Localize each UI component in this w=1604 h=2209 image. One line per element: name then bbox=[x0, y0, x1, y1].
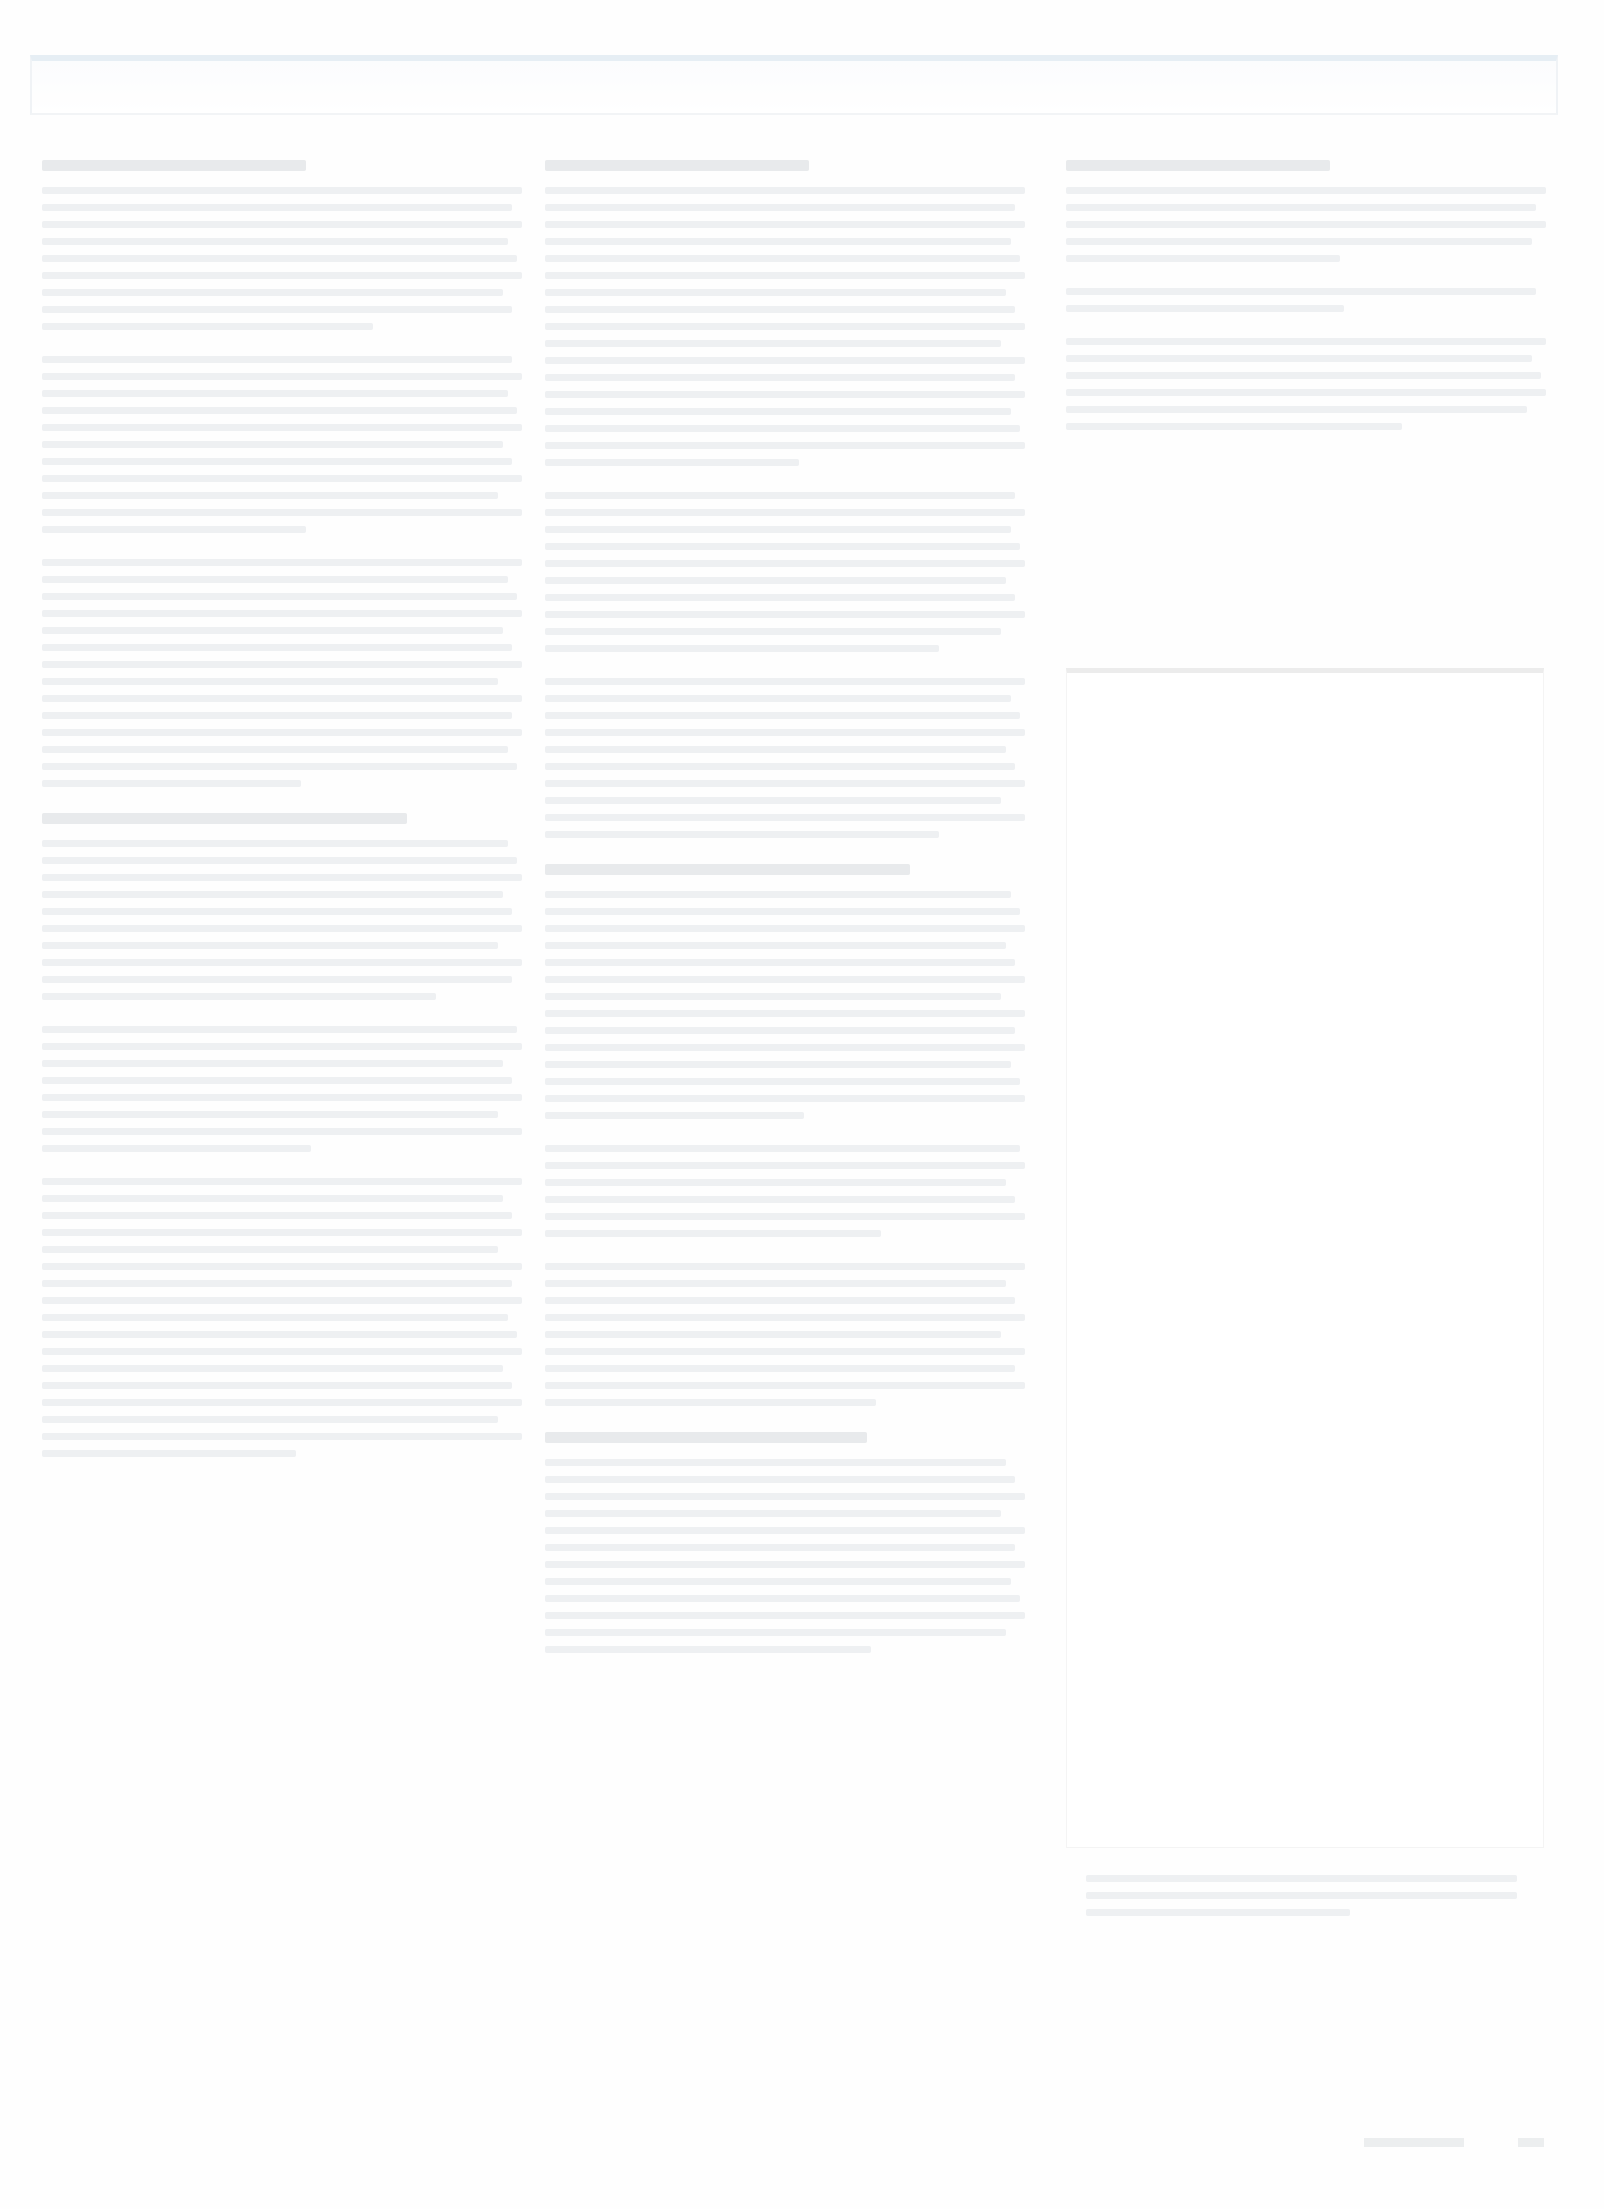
text-line bbox=[545, 1314, 1025, 1321]
text-line bbox=[42, 1077, 512, 1084]
text-line bbox=[42, 221, 522, 228]
text-line bbox=[545, 1646, 871, 1653]
text-line bbox=[1066, 255, 1340, 262]
text-line bbox=[1066, 187, 1546, 194]
text-line bbox=[545, 712, 1020, 719]
paragraph-heading bbox=[1066, 160, 1330, 171]
text-line bbox=[42, 1263, 522, 1270]
paragraph-gap bbox=[545, 662, 1025, 678]
text-line bbox=[545, 408, 1011, 415]
text-line bbox=[545, 908, 1020, 915]
text-line bbox=[42, 729, 522, 736]
text-line bbox=[1066, 406, 1527, 413]
paragraph-gap bbox=[1066, 322, 1546, 338]
text-line bbox=[42, 942, 498, 949]
text-line bbox=[1066, 305, 1344, 312]
text-line bbox=[1066, 338, 1546, 345]
paragraph-gap bbox=[545, 848, 1025, 864]
header-band bbox=[30, 55, 1558, 115]
text-line bbox=[42, 1280, 512, 1287]
text-line bbox=[545, 942, 1006, 949]
page-footer bbox=[1364, 2135, 1544, 2149]
text-line bbox=[42, 695, 522, 702]
text-line bbox=[545, 729, 1025, 736]
text-line bbox=[42, 1314, 508, 1321]
text-line bbox=[545, 221, 1025, 228]
text-line bbox=[545, 1493, 1025, 1500]
text-line bbox=[545, 1230, 881, 1237]
text-line bbox=[42, 255, 517, 262]
text-line bbox=[545, 1179, 1006, 1186]
text-line bbox=[1066, 204, 1536, 211]
text-line bbox=[545, 1010, 1025, 1017]
text-line bbox=[545, 1595, 1020, 1602]
text-line bbox=[545, 543, 1020, 550]
text-line bbox=[545, 594, 1015, 601]
paragraph-heading bbox=[42, 160, 306, 171]
text-line bbox=[42, 1399, 522, 1406]
text-line bbox=[42, 644, 512, 651]
text-line bbox=[545, 628, 1001, 635]
text-line bbox=[42, 857, 517, 864]
text-line bbox=[42, 1382, 512, 1389]
text-line bbox=[42, 1145, 311, 1152]
text-line bbox=[42, 1450, 296, 1457]
text-line bbox=[42, 678, 498, 685]
text-column-3 bbox=[1066, 160, 1546, 456]
text-line bbox=[545, 780, 1025, 787]
text-line bbox=[42, 840, 508, 847]
figure-caption bbox=[1086, 1875, 1526, 1926]
text-line bbox=[1066, 389, 1546, 396]
text-line bbox=[545, 526, 1011, 533]
text-line bbox=[545, 1527, 1025, 1534]
paragraph-gap bbox=[545, 1247, 1025, 1263]
text-line bbox=[42, 1246, 498, 1253]
paragraph-gap bbox=[42, 543, 522, 559]
text-line bbox=[42, 475, 522, 482]
text-line bbox=[545, 1365, 1015, 1372]
paragraph-gap bbox=[545, 1416, 1025, 1432]
text-line bbox=[42, 1043, 522, 1050]
text-line bbox=[42, 746, 508, 753]
text-line bbox=[545, 1331, 1001, 1338]
text-line bbox=[42, 874, 522, 881]
text-line bbox=[42, 1348, 522, 1355]
text-line bbox=[545, 323, 1025, 330]
paragraph-heading bbox=[545, 160, 809, 171]
text-line bbox=[545, 577, 1006, 584]
text-line bbox=[42, 1365, 503, 1372]
text-line bbox=[42, 1060, 503, 1067]
text-line bbox=[42, 763, 517, 770]
text-line bbox=[545, 1213, 1025, 1220]
text-line bbox=[545, 763, 1015, 770]
paragraph-gap bbox=[42, 1162, 522, 1178]
text-line bbox=[545, 1078, 1020, 1085]
paragraph-heading bbox=[545, 864, 910, 875]
text-line bbox=[42, 458, 512, 465]
text-line bbox=[1066, 221, 1546, 228]
text-line bbox=[545, 1578, 1011, 1585]
text-line bbox=[42, 1331, 517, 1338]
text-line bbox=[42, 891, 503, 898]
text-line bbox=[545, 1044, 1025, 1051]
text-line bbox=[42, 1026, 517, 1033]
paragraph-heading bbox=[545, 1432, 867, 1443]
paragraph-gap bbox=[42, 1467, 522, 1483]
paragraph-gap bbox=[42, 1010, 522, 1026]
text-line bbox=[545, 255, 1020, 262]
text-line bbox=[42, 526, 306, 533]
text-line bbox=[42, 323, 373, 330]
text-line bbox=[545, 797, 1001, 804]
text-line bbox=[545, 289, 1006, 296]
text-line bbox=[545, 993, 1001, 1000]
text-line bbox=[545, 959, 1015, 966]
text-line bbox=[42, 238, 508, 245]
text-line bbox=[545, 492, 1015, 499]
figure-panel bbox=[1066, 668, 1544, 1848]
text-line bbox=[545, 1612, 1025, 1619]
text-line bbox=[42, 1416, 498, 1423]
text-line bbox=[42, 373, 522, 380]
text-line bbox=[545, 306, 1015, 313]
text-line bbox=[42, 1212, 512, 1219]
text-line bbox=[545, 357, 1025, 364]
paragraph-heading bbox=[42, 813, 407, 824]
text-line bbox=[42, 908, 512, 915]
text-line bbox=[545, 459, 799, 466]
text-line bbox=[42, 390, 508, 397]
text-line bbox=[42, 306, 512, 313]
text-line bbox=[1066, 355, 1532, 362]
text-line bbox=[545, 891, 1011, 898]
text-line bbox=[545, 560, 1025, 567]
text-line bbox=[545, 425, 1020, 432]
text-line bbox=[545, 340, 1001, 347]
text-line bbox=[42, 272, 522, 279]
text-line bbox=[545, 442, 1025, 449]
text-line bbox=[42, 441, 503, 448]
text-line bbox=[545, 1399, 876, 1406]
paragraph-gap bbox=[545, 1129, 1025, 1145]
text-line bbox=[545, 611, 1025, 618]
text-line bbox=[545, 1095, 1025, 1102]
text-line bbox=[42, 1111, 498, 1118]
text-line bbox=[545, 1027, 1015, 1034]
text-line bbox=[545, 1476, 1015, 1483]
text-line bbox=[545, 1348, 1025, 1355]
text-line bbox=[42, 1433, 522, 1440]
caption-line bbox=[1086, 1909, 1350, 1916]
text-line bbox=[42, 610, 522, 617]
text-line bbox=[545, 1459, 1006, 1466]
text-line bbox=[42, 576, 508, 583]
text-line bbox=[42, 559, 522, 566]
caption-line bbox=[1086, 1875, 1517, 1882]
text-line bbox=[42, 993, 436, 1000]
text-line bbox=[42, 1195, 503, 1202]
text-line bbox=[545, 238, 1011, 245]
text-line bbox=[42, 1128, 522, 1135]
text-line bbox=[42, 289, 503, 296]
paragraph-gap bbox=[545, 1663, 1025, 1679]
text-line bbox=[545, 1162, 1025, 1169]
text-line bbox=[545, 204, 1015, 211]
text-line bbox=[545, 1061, 1011, 1068]
text-line bbox=[1066, 423, 1402, 430]
text-line bbox=[42, 1297, 522, 1304]
text-line bbox=[545, 1382, 1025, 1389]
text-line bbox=[42, 356, 512, 363]
text-line bbox=[42, 1094, 522, 1101]
paragraph-gap bbox=[42, 340, 522, 356]
text-line bbox=[545, 1561, 1025, 1568]
text-line bbox=[42, 509, 522, 516]
text-line bbox=[545, 1196, 1015, 1203]
text-line bbox=[545, 976, 1025, 983]
footer-text-block bbox=[1364, 2138, 1464, 2147]
text-line bbox=[545, 1112, 804, 1119]
text-line bbox=[545, 187, 1025, 194]
text-line bbox=[545, 1297, 1015, 1304]
text-line bbox=[545, 645, 939, 652]
text-line bbox=[42, 1229, 522, 1236]
text-line bbox=[42, 593, 517, 600]
text-line bbox=[1066, 238, 1532, 245]
text-line bbox=[42, 627, 503, 634]
text-line bbox=[545, 1544, 1015, 1551]
paragraph-gap bbox=[545, 476, 1025, 492]
text-line bbox=[545, 374, 1015, 381]
text-line bbox=[545, 1145, 1020, 1152]
paragraph-gap bbox=[1066, 272, 1546, 288]
text-line bbox=[42, 780, 301, 787]
text-line bbox=[42, 187, 522, 194]
text-line bbox=[42, 712, 512, 719]
caption-line bbox=[1086, 1892, 1517, 1899]
text-line bbox=[545, 695, 1011, 702]
text-line bbox=[1066, 288, 1536, 295]
text-line bbox=[545, 272, 1025, 279]
text-line bbox=[1066, 372, 1541, 379]
text-line bbox=[545, 746, 1006, 753]
text-column-2 bbox=[545, 160, 1025, 1679]
text-line bbox=[545, 925, 1025, 932]
text-line bbox=[545, 391, 1025, 398]
text-column-1 bbox=[42, 160, 522, 1483]
text-line bbox=[545, 814, 1025, 821]
text-line bbox=[42, 204, 512, 211]
text-line bbox=[42, 976, 512, 983]
text-line bbox=[42, 959, 522, 966]
text-line bbox=[42, 407, 517, 414]
text-line bbox=[42, 1178, 522, 1185]
text-line bbox=[545, 1280, 1006, 1287]
text-line bbox=[545, 1263, 1025, 1270]
text-line bbox=[545, 678, 1025, 685]
paragraph-gap bbox=[1066, 440, 1546, 456]
text-line bbox=[42, 492, 498, 499]
text-line bbox=[42, 424, 522, 431]
text-line bbox=[42, 661, 522, 668]
paragraph-gap bbox=[42, 797, 522, 813]
page-number-block bbox=[1518, 2138, 1544, 2147]
text-line bbox=[545, 1629, 1006, 1636]
text-line bbox=[545, 1510, 1001, 1517]
text-line bbox=[545, 509, 1025, 516]
text-line bbox=[42, 925, 522, 932]
text-line bbox=[545, 831, 939, 838]
